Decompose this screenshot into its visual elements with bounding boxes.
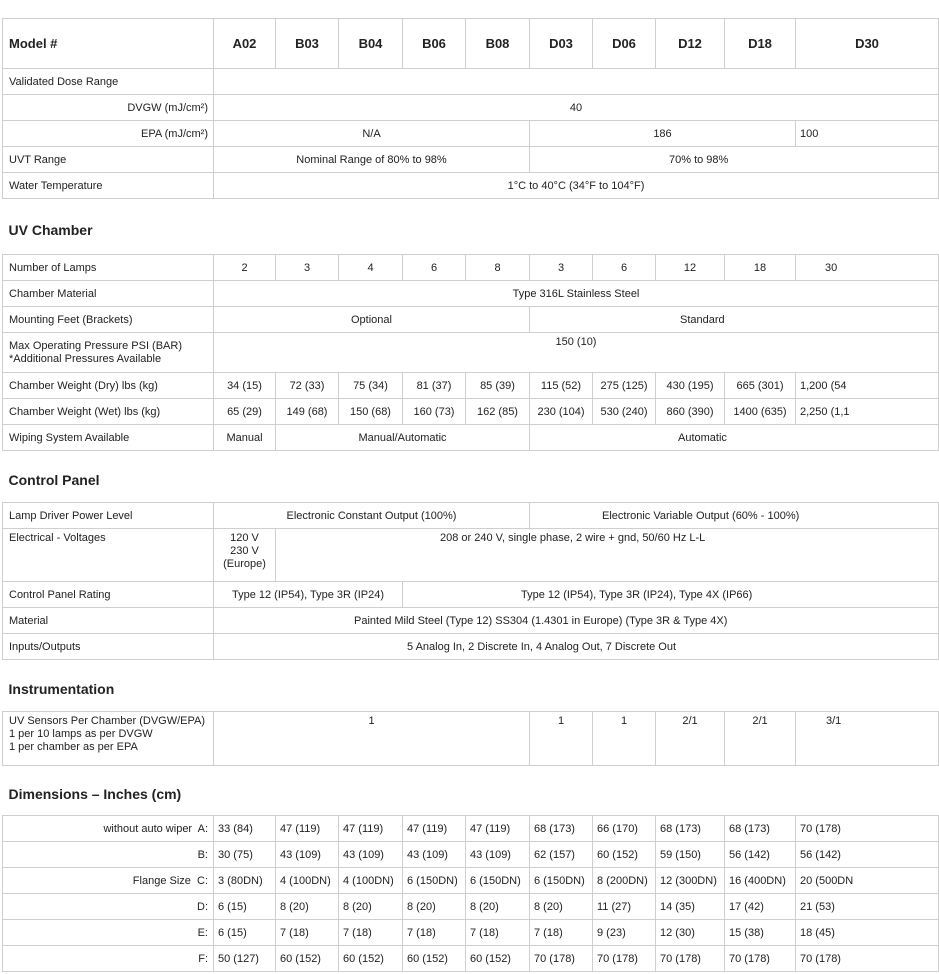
rating-label: Control Panel Rating: [3, 582, 214, 608]
weight-wet-value: 65 (29): [214, 399, 276, 425]
table-row: [3, 147, 939, 173]
sensors-b-value: 1: [214, 712, 530, 766]
sensors-d12-value: 2/1: [656, 712, 725, 766]
dose-range-label: Validated Dose Range: [3, 69, 214, 95]
model-d06: D06: [593, 19, 656, 69]
epa-label: EPA (mJ/cm²): [3, 121, 214, 147]
weight-wet-value: 2,250 (1,1: [796, 399, 939, 425]
sensors-d18-value: 2/1: [725, 712, 796, 766]
dimension-value: 7 (18): [530, 920, 593, 946]
section-control-panel: [3, 451, 939, 503]
table-row: [3, 173, 939, 199]
dimension-value: 47 (119): [276, 816, 339, 842]
dimension-value: 3 (80DN): [214, 868, 276, 894]
chamber-material-label: Chamber Material: [3, 281, 214, 307]
dimension-row: [3, 894, 939, 920]
dimension-value: 20 (500DN: [796, 868, 939, 894]
dimension-value: 8 (20): [530, 894, 593, 920]
wiping-label: Wiping System Available: [3, 425, 214, 451]
dimension-value: 60 (152): [593, 842, 656, 868]
dimension-value: 70 (178): [725, 946, 796, 972]
weight-wet-value: 860 (390): [656, 399, 725, 425]
dimension-value: 6 (15): [214, 894, 276, 920]
table-row: [3, 333, 939, 373]
voltage-line: 120 V: [230, 532, 259, 544]
lamps-value: 6: [403, 255, 466, 281]
mounting-feet-b-value: Optional: [214, 307, 530, 333]
dimension-value: 30 (75): [214, 842, 276, 868]
table-row: [3, 634, 939, 660]
dimension-value: 43 (109): [466, 842, 530, 868]
dimension-row: [3, 868, 939, 894]
dimension-value: 66 (170): [593, 816, 656, 842]
table-row: [3, 255, 939, 281]
wiping-d-value: Automatic: [530, 425, 939, 451]
dimension-label: B:: [3, 842, 214, 868]
header-row: [3, 19, 939, 69]
lamps-value: 12: [656, 255, 725, 281]
dimension-value: 43 (109): [276, 842, 339, 868]
dimension-value: 60 (152): [339, 946, 403, 972]
mounting-feet-label: Mounting Feet (Brackets): [3, 307, 214, 333]
model-b03: B03: [276, 19, 339, 69]
dimension-label: without auto wiper A:: [3, 816, 214, 842]
lamps-value: 18: [725, 255, 796, 281]
dimension-value: 9 (23): [593, 920, 656, 946]
spec-table: [2, 18, 939, 972]
panel-material-value: Painted Mild Steel (Type 12) SS304 (1.4301 in Europe) (Type 3R & Type 4X): [214, 608, 939, 634]
weight-dry-value: 665 (301): [725, 373, 796, 399]
section-instrumentation: [3, 660, 939, 712]
weight-dry-value: 115 (52): [530, 373, 593, 399]
section-title: Dimensions – Inches (cm): [3, 766, 939, 816]
sensors-d06-value: 1: [593, 712, 656, 766]
dimensions-body: [3, 816, 939, 972]
model-label: Model #: [3, 19, 214, 69]
table-row: [3, 425, 939, 451]
section-dimensions: [3, 766, 939, 816]
dimension-value: 43 (109): [403, 842, 466, 868]
lamps-value: 3: [530, 255, 593, 281]
model-d30: D30: [796, 19, 939, 69]
section-title: Control Panel: [3, 451, 939, 503]
dimension-value: 7 (18): [276, 920, 339, 946]
table-row: [3, 281, 939, 307]
mounting-feet-d-value: Standard: [530, 307, 939, 333]
dvgw-label: DVGW (mJ/cm²): [3, 95, 214, 121]
dimension-value: 7 (18): [403, 920, 466, 946]
dimension-value: 60 (152): [276, 946, 339, 972]
table-row: [3, 712, 939, 766]
dimension-value: 15 (38): [725, 920, 796, 946]
section-title: UV Chamber: [3, 199, 939, 255]
weight-wet-value: 149 (68): [276, 399, 339, 425]
weight-wet-value: 230 (104): [530, 399, 593, 425]
weight-dry-value: 72 (33): [276, 373, 339, 399]
lamps-value: 2: [214, 255, 276, 281]
weight-wet-value: 160 (73): [403, 399, 466, 425]
io-value: 5 Analog In, 2 Discrete In, 4 Analog Out, 7 Discrete Out: [214, 634, 939, 660]
dimension-row: [3, 816, 939, 842]
lamps-value: 30: [796, 255, 939, 281]
voltage-line: 230 V: [230, 545, 259, 557]
weight-dry-value: 75 (34): [339, 373, 403, 399]
pressure-value: 150 (10): [214, 333, 939, 373]
dimension-row: [3, 842, 939, 868]
pressure-label: [3, 333, 214, 373]
weight-wet-value: 162 (85): [466, 399, 530, 425]
dimension-value: 18 (45): [796, 920, 939, 946]
pressure-label-line2: *Additional Pressures Available: [9, 352, 162, 365]
dimension-value: 47 (119): [339, 816, 403, 842]
wiping-a-value: Manual: [214, 425, 276, 451]
dimension-value: 68 (173): [725, 816, 796, 842]
wiping-b-value: Manual/Automatic: [276, 425, 530, 451]
dimension-value: 8 (20): [339, 894, 403, 920]
dimension-label: D:: [3, 894, 214, 920]
table-row: [3, 307, 939, 333]
weight-dry-value: 85 (39): [466, 373, 530, 399]
voltages-a-value: [214, 529, 276, 582]
panel-material-label: Material: [3, 608, 214, 634]
epa-d-value: 186: [530, 121, 796, 147]
voltages-rest-value: 208 or 240 V, single phase, 2 wire + gnd, 50/60 Hz L-L: [276, 529, 939, 582]
weight-wet-value: 150 (68): [339, 399, 403, 425]
water-temp-label: Water Temperature: [3, 173, 214, 199]
dimension-value: 11 (27): [593, 894, 656, 920]
dimension-value: 47 (119): [466, 816, 530, 842]
section-title: Instrumentation: [3, 660, 939, 712]
table-row: [3, 373, 939, 399]
section-uv-chamber: [3, 199, 939, 255]
lamps-value: 8: [466, 255, 530, 281]
rating-rest-value: Type 12 (IP54), Type 3R (IP24), Type 4X (IP66): [403, 582, 939, 608]
dimension-value: 47 (119): [403, 816, 466, 842]
dimension-value: 62 (157): [530, 842, 593, 868]
dvgw-value: 40: [214, 95, 939, 121]
model-d12: D12: [656, 19, 725, 69]
lamps-value: 3: [276, 255, 339, 281]
table-row: [3, 95, 939, 121]
table-row: [3, 69, 939, 95]
sensors-label: [3, 712, 214, 766]
lamps-value: 4: [339, 255, 403, 281]
model-a02: A02: [214, 19, 276, 69]
sensors-d30-value: 3/1: [796, 712, 939, 766]
dimension-row: [3, 920, 939, 946]
weight-wet-value: 530 (240): [593, 399, 656, 425]
dimension-value: 50 (127): [214, 946, 276, 972]
sensors-d03-value: 1: [530, 712, 593, 766]
weight-wet-value: 1400 (635): [725, 399, 796, 425]
weight-dry-value: 81 (37): [403, 373, 466, 399]
table-row: [3, 121, 939, 147]
chamber-material-value: Type 316L Stainless Steel: [214, 281, 939, 307]
weight-dry-value: 430 (195): [656, 373, 725, 399]
dimension-value: 68 (173): [530, 816, 593, 842]
dimension-value: 12 (300DN): [656, 868, 725, 894]
driver-label: Lamp Driver Power Level: [3, 503, 214, 529]
dimension-value: 68 (173): [656, 816, 725, 842]
dimension-value: 70 (178): [656, 946, 725, 972]
weight-dry-label: Chamber Weight (Dry) lbs (kg): [3, 373, 214, 399]
table-row: [3, 503, 939, 529]
dimension-value: 8 (200DN): [593, 868, 656, 894]
dimension-label: E:: [3, 920, 214, 946]
dimension-value: 8 (20): [276, 894, 339, 920]
lamps-value: 6: [593, 255, 656, 281]
spec-table-container: [2, 18, 879, 972]
water-temp-value: 1°C to 40°C (34°F to 104°F): [214, 173, 939, 199]
table-row: [3, 608, 939, 634]
dimension-value: 14 (35): [656, 894, 725, 920]
sensors-label-line: UV Sensors Per Chamber (DVGW/EPA): [9, 715, 206, 727]
model-b08: B08: [466, 19, 530, 69]
model-b04: B04: [339, 19, 403, 69]
table-row: [3, 582, 939, 608]
uvt-label: UVT Range: [3, 147, 214, 173]
voltage-line: (Europe): [223, 558, 266, 570]
dimension-value: 70 (178): [796, 946, 939, 972]
uvt-d-value: 70% to 98%: [530, 147, 939, 173]
driver-d-value: Electronic Variable Output (60% - 100%): [530, 503, 939, 529]
model-d03: D03: [530, 19, 593, 69]
dimension-value: 8 (20): [403, 894, 466, 920]
dimension-value: 7 (18): [339, 920, 403, 946]
dimension-value: 12 (30): [656, 920, 725, 946]
dimension-value: 21 (53): [796, 894, 939, 920]
dimension-value: 6 (150DN): [466, 868, 530, 894]
dimension-value: 16 (400DN): [725, 868, 796, 894]
io-label: Inputs/Outputs: [3, 634, 214, 660]
dimension-value: 59 (150): [656, 842, 725, 868]
sensors-label-line: 1 per 10 lamps as per DVGW: [9, 728, 153, 740]
sensors-label-line: 1 per chamber as per EPA: [9, 741, 138, 753]
dimension-value: 6 (15): [214, 920, 276, 946]
lamps-label: Number of Lamps: [3, 255, 214, 281]
table-row: [3, 529, 939, 582]
dimension-value: 70 (178): [593, 946, 656, 972]
dimension-value: 70 (178): [530, 946, 593, 972]
weight-dry-value: 1,200 (54: [796, 373, 939, 399]
dimension-label: F:: [3, 946, 214, 972]
dimension-row: [3, 946, 939, 972]
dimension-value: 60 (152): [466, 946, 530, 972]
voltages-label: Electrical - Voltages: [3, 529, 214, 582]
dimension-value: 4 (100DN): [276, 868, 339, 894]
uvt-b-value: Nominal Range of 80% to 98%: [214, 147, 530, 173]
epa-d30-value: 100: [796, 121, 939, 147]
dimension-value: 33 (84): [214, 816, 276, 842]
weight-dry-value: 275 (125): [593, 373, 656, 399]
driver-b-value: Electronic Constant Output (100%): [214, 503, 530, 529]
rating-a-value: Type 12 (IP54), Type 3R (IP24): [214, 582, 403, 608]
dimension-value: 4 (100DN): [339, 868, 403, 894]
dimension-value: 17 (42): [725, 894, 796, 920]
dimension-value: 56 (142): [725, 842, 796, 868]
dimension-label: Flange Size C:: [3, 868, 214, 894]
pressure-label-line1: Max Operating Pressure PSI (BAR): [9, 339, 183, 352]
dimension-value: 56 (142): [796, 842, 939, 868]
dimension-value: 6 (150DN): [403, 868, 466, 894]
weight-wet-label: Chamber Weight (Wet) lbs (kg): [3, 399, 214, 425]
weight-dry-value: 34 (15): [214, 373, 276, 399]
dimension-value: 7 (18): [466, 920, 530, 946]
model-b06: B06: [403, 19, 466, 69]
table-row: [3, 399, 939, 425]
dimension-value: 60 (152): [403, 946, 466, 972]
dimension-value: 6 (150DN): [530, 868, 593, 894]
epa-b-value: N/A: [214, 121, 530, 147]
dimension-value: 8 (20): [466, 894, 530, 920]
dimension-value: 70 (178): [796, 816, 939, 842]
model-d18: D18: [725, 19, 796, 69]
dimension-value: 43 (109): [339, 842, 403, 868]
